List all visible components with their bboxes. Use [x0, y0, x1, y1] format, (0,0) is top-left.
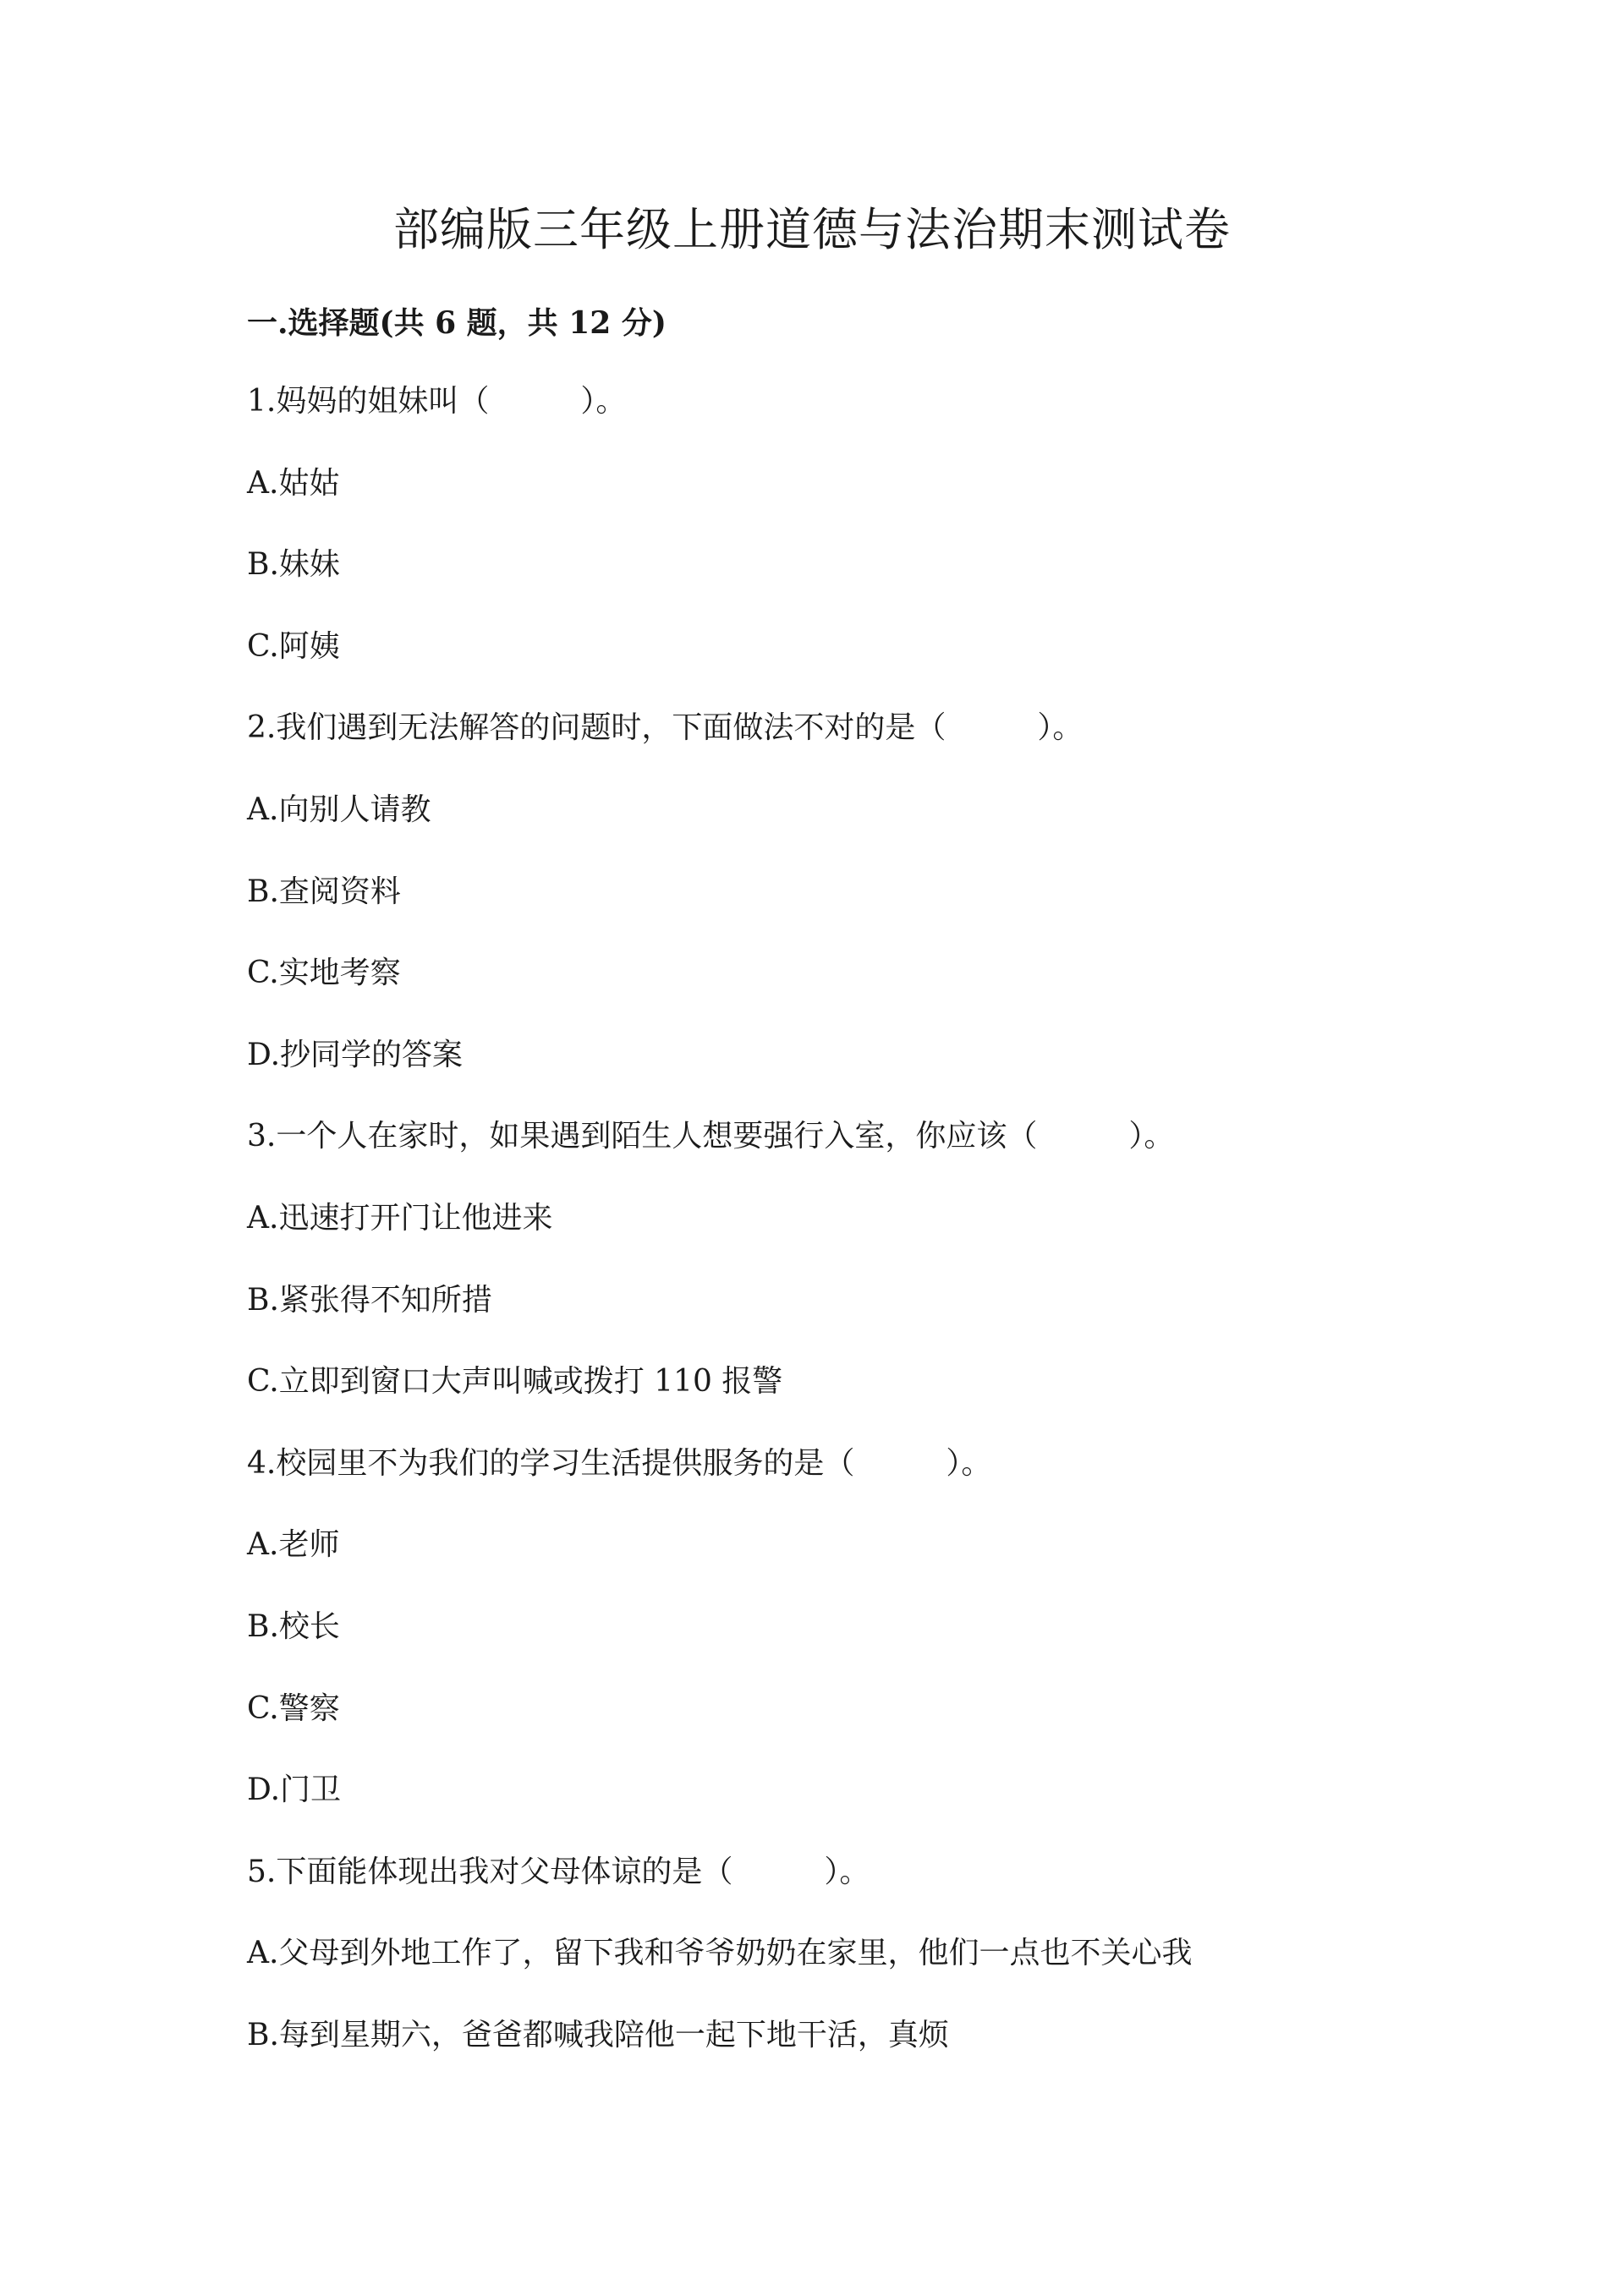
question-4-option-d: D.门卫 [247, 1773, 342, 1808]
question-2-option-c: C.实地考察 [247, 956, 401, 991]
question-4-option-b: B.校长 [247, 1608, 340, 1644]
question-5-option-b: B.每到星期六，爸爸都喊我陪他一起下地干活，真烦 [247, 2017, 949, 2052]
question-list [247, 381, 1431, 2096]
question-1-option-b: B.妹妹 [247, 547, 340, 583]
question-5-option-a: A.父母到外地工作了，留下我和爷爷奶奶在家里，他们一点也不关心我 [247, 1936, 1193, 1971]
question-5-stem: 5.下面能体现出我对父母体谅的是（ ）。 [247, 1854, 870, 1889]
question-1-option-a: A.姑姑 [247, 465, 340, 501]
question-1-option-c: C.阿姨 [247, 628, 340, 664]
question-2-option-d: D.抄同学的答案 [247, 1037, 464, 1072]
question-2-option-b: B.查阅资料 [247, 874, 401, 909]
question-2-option-a: A.向别人请教 [247, 792, 431, 827]
question-2-stem: 2.我们遇到无法解答的问题时，下面做法不对的是（ ）。 [247, 710, 1084, 746]
question-3-option-b: B.紧张得不知所措 [247, 1282, 492, 1318]
question-3-option-a: A.迅速打开门让他进来 [247, 1200, 553, 1236]
question-3-stem: 3.一个人在家时，如果遇到陌生人想要强行入室，你应该（ ）。 [247, 1119, 1175, 1154]
question-4-stem: 4.校园里不为我们的学习生活提供服务的是（ ）。 [247, 1445, 992, 1481]
section-heading: 一.选择题(共 6 题，共 12 分) [247, 305, 667, 341]
question-1-stem: 1.妈妈的姐妹叫（ ）。 [247, 384, 627, 419]
question-4-option-c: C.警察 [247, 1690, 340, 1726]
question-3-option-c: C.立即到窗口大声叫喊或拨打 110 报警 [247, 1364, 783, 1400]
question-4-option-a: A.老师 [247, 1527, 340, 1563]
page-title: 部编版三年级上册道德与法治期末测试卷 [393, 203, 1231, 256]
